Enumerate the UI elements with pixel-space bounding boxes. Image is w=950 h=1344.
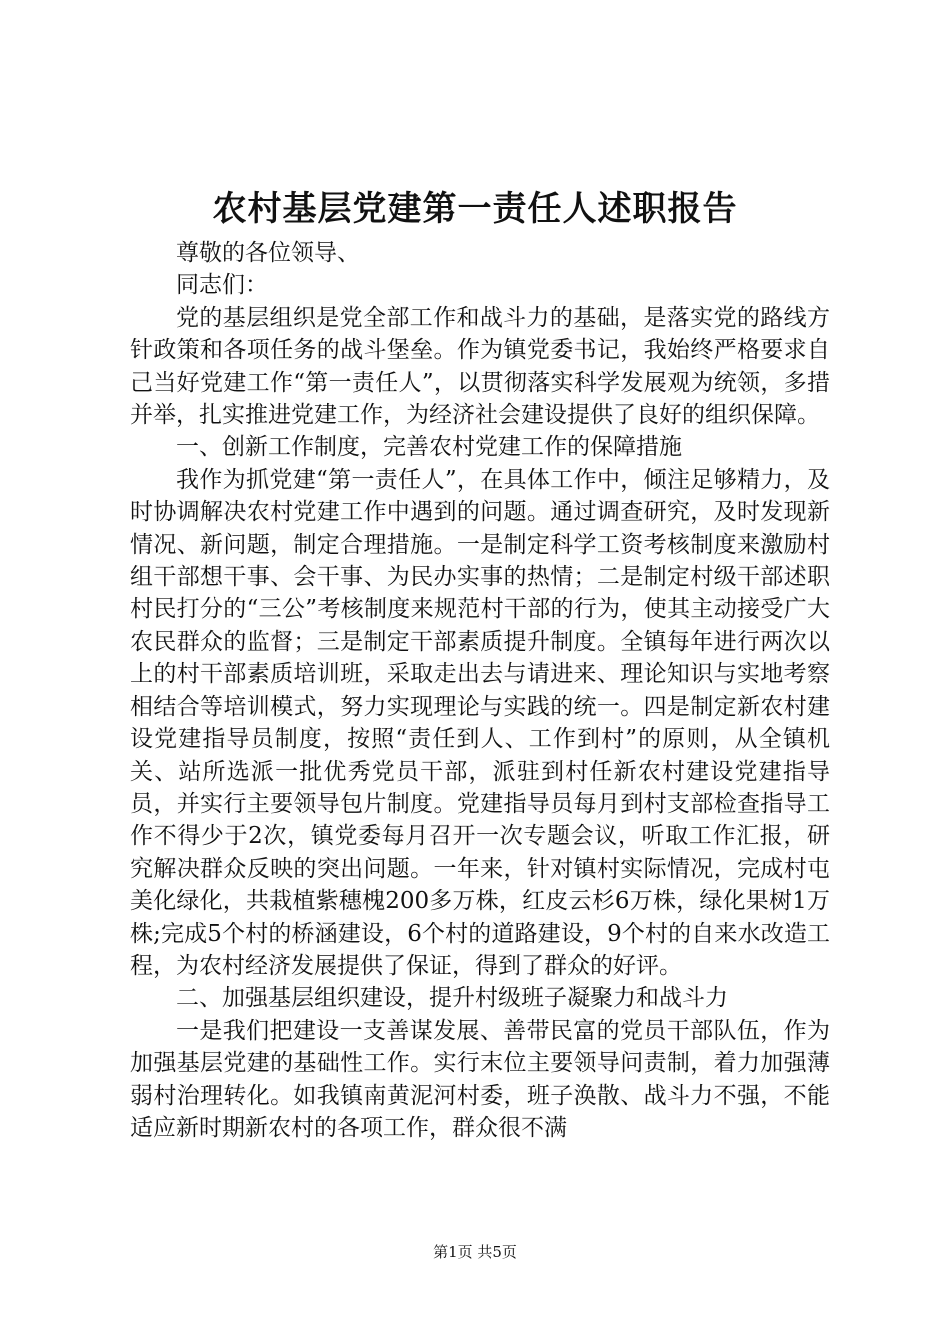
section-2-paragraph: 一是我们把建设一支善谋发展、善带民富的党员干部队伍，作为加强基层党建的基础性工作。实行末位主要领导问责制，着力加强薄弱村治理转化。如我镇南黄泥河村委，班子涣散、战斗力不强，不能适应新时期新农村的各项工作，群众很不满: [130, 1017, 830, 1141]
section-heading-1: 一、创新工作制度，完善农村党建工作的保障措施: [176, 434, 682, 461]
document-body: [130, 237, 830, 1144]
page-number-footer: 第1页 共5页: [433, 1243, 517, 1261]
salutation-line-2: 同志们：: [176, 272, 268, 299]
intro-paragraph: 党的基层组织是党全部工作和战斗力的基础，是落实党的路线方针政策和各项任务的战斗堡垒。作为镇党委书记，我始终严格要求自己当好党建工作“第一责任人”，以贯彻落实科学发展观为统领，多措并举，扎实推进党建工作，为经济社会建设提供了良好的组织保障。: [130, 304, 830, 429]
document-title: 农村基层党建第一责任人述职报告: [212, 189, 738, 229]
section-1-paragraph: 我作为抓党建“第一责任人”，在具体工作中，倾注足够精力，及时协调解决农村党建工作中遇到的问题。通过调查研究，及时发现新情况、新问题，制定合理措施。一是制定科学工资考核制度来激励村组干部想干事、会干事、为民办实事的热情；二是制定村级干部述职村民打分的“三公”考核制度来规范村干部的行为，使其主动接受广大农民群众的监督；三是制定干部素质提升制度。全镇每年进行两次以上的村干部素质培训班，采取走出去与请进来、理论知识与实地考察相结合等培训模式，努力实现理论与实践的统一。四是制定新农村建设党建指导员制度，按照“责任到人、工作到村”的原则，从全镇机关、站所选派一批优秀党员干部，派驻到村任新农村建设党建指导员，并实行主要领导包片制度。党建指导员每月到村支部检查指导工作不得少于2次，镇党委每月召开一次专题会议，听取工作汇报，研究解决群众反映的突出问题。一年来，针对镇村实际情况，完成村屯美化绿化，共栽植紫穗槐200多万株，红皮云杉6万株，绿化果树1万株;完成5个村的桥涵建设，6个村的道路建设，9个村的自来水改造工程，为农村经济发展提供了保证，得到了群众的好评。: [130, 466, 830, 979]
section-heading-2: 二、加强基层组织建设，提升村级班子凝聚力和战斗力: [176, 985, 728, 1012]
salutation-line-1: 尊敬的各位领导、: [176, 240, 360, 266]
